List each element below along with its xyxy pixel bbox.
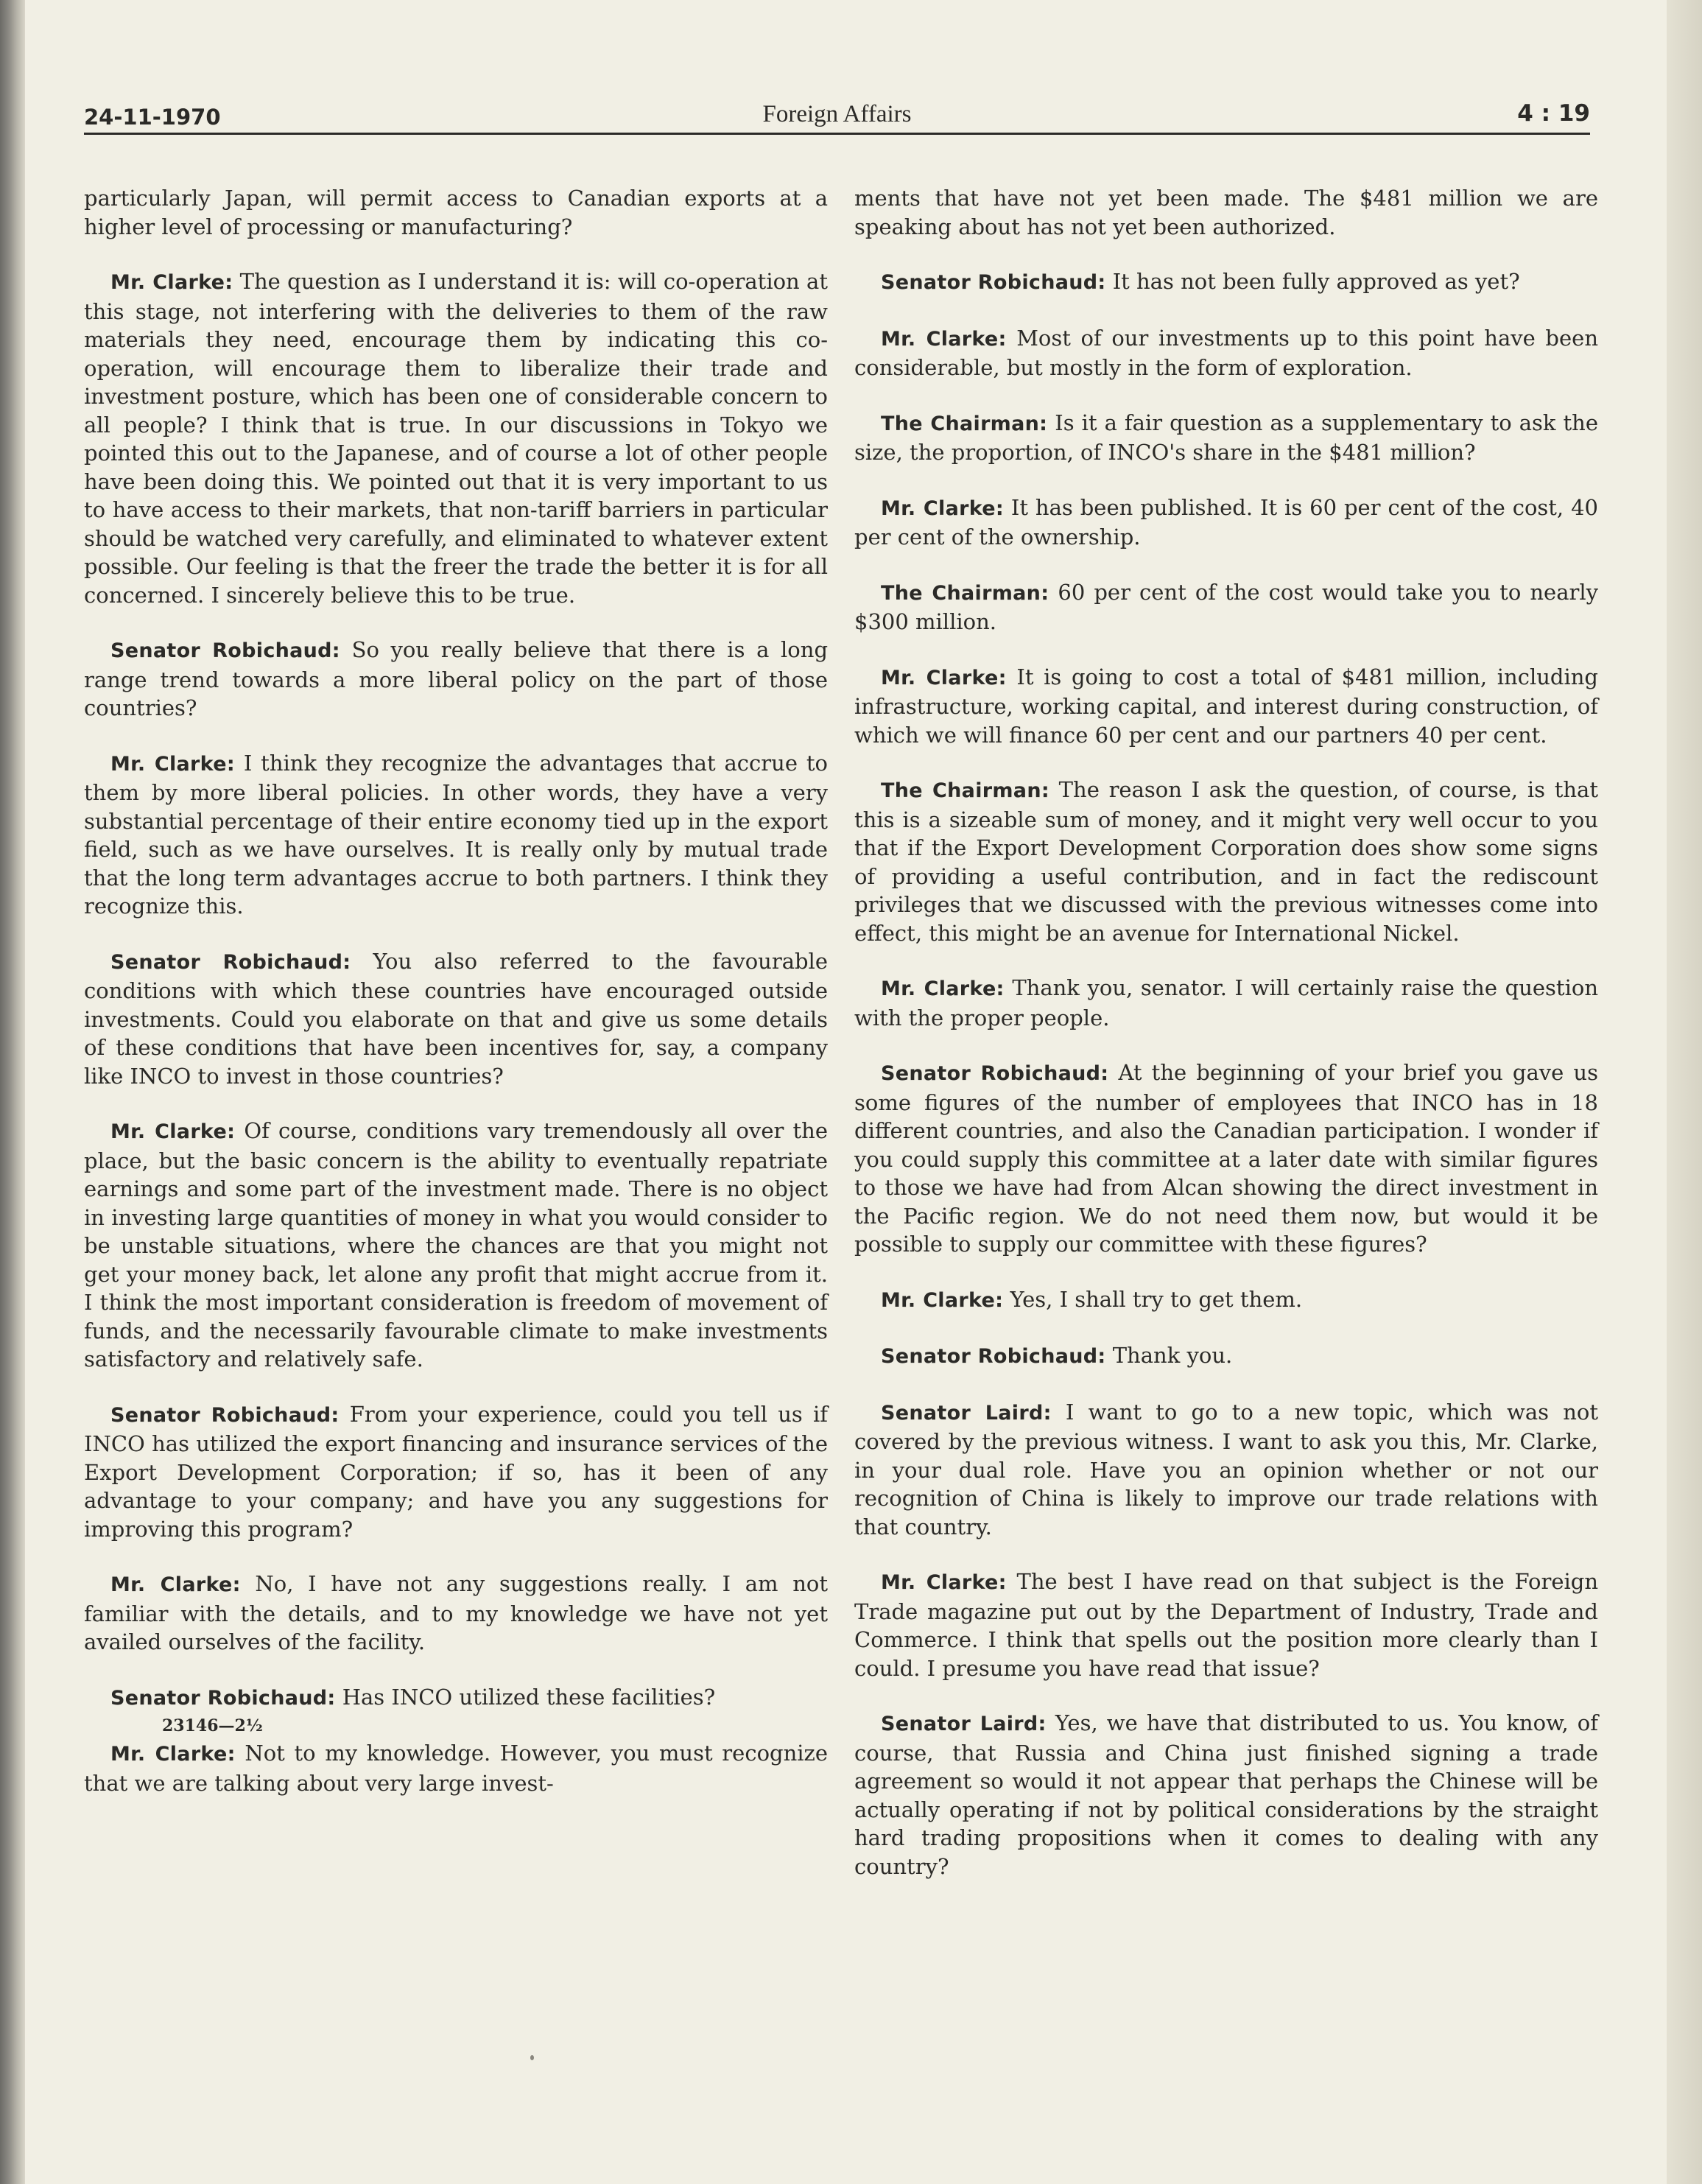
speech-text: Not to my knowledge. However, you must recognize that we are talking about very large invest- [84, 1741, 828, 1796]
speech-text: It is going to cost a total of $481 million, including infrastructure, working capital, and interest during construction, of which we will finance 60 per cent and our partners 40 per cent. [854, 664, 1598, 748]
transcript-paragraph [854, 1567, 1598, 1682]
transcript-paragraph [854, 1058, 1598, 1259]
speaker-name: Mr. Clarke: [881, 496, 1004, 520]
speaker-name: Mr. Clarke: [881, 327, 1007, 351]
speaker-name: Senator Robichaud: [881, 1062, 1109, 1085]
speech-text: The question as I understand it is: will co-operation at this stage, not interfering with the deliveries to them of the raw materials they need, encourage them by indicating this co-operation, will encourage them to liberalize their trade and investment posture, which has been one of considerable concern to all people? I think that is true. In our discussions in Tokyo we pointed this out to the Japanese, and of course a lot of other people have been doing this. We pointed out that it is very important to us to have access to their markets, that non-tariff barriers in particular should be watched very carefully, and eliminated to whatever extent possible. Our feeling is that the freer the trade the better it is for all concerned. I sincerely believe this to be true. [84, 269, 828, 608]
speaker-name: Senator Robichaud: [110, 639, 340, 662]
speech-text: Thank you. [1112, 1343, 1233, 1368]
speech-text: The best I have read on that subject is the Foreign Trade magazine put out by the Department of Industry, Trade and Commerce. I think that spells out the position more clearly than I could. I presume you have read that issue? [854, 1569, 1598, 1681]
speech-text: You also referred to the favourable conditions with which these countries have encouraged outside investments. Could you elaborate on that and give us some details of these conditions that have been incentives for, say, a company like INCO to invest in those countries? [84, 948, 828, 1089]
header-date: 24-11-1970 [84, 105, 221, 130]
speaker-name: The Chairman: [881, 581, 1049, 605]
speech-text: So you really believe that there is a long range trend towards a more liberal policy on the part of those countries? [84, 637, 829, 720]
speaker-name: Senator Robichaud: [110, 950, 351, 974]
speech-text: Thank you, senator. I will certainly raise the question with the proper people. [854, 975, 1598, 1030]
speaker-name: Mr. Clarke: [881, 1288, 1004, 1312]
transcript-paragraph [854, 324, 1598, 382]
transcript-paragraph [854, 578, 1598, 636]
transcript-paragraph [854, 1398, 1598, 1542]
transcript-paragraph [854, 184, 1598, 241]
speech-text: 60 per cent of the cost would take you to nearly $300 million. [854, 579, 1599, 634]
speech-text: The reason I ask the question, of course, is that this is a sizeable sum of money, and it might very well occur to you that if the Export Development Corporation does show some signs of providing a useful contribution, and in fact the rediscount privileges that we discussed with the previous witnesses come into effect, this might be an avenue for International Nickel. [854, 777, 1599, 946]
transcript-paragraph [84, 267, 828, 609]
page-edge-shadow [1667, 0, 1702, 2184]
header-title: Foreign Affairs [762, 101, 912, 127]
speaker-name: Senator Robichaud: [110, 1686, 336, 1710]
transcript-paragraph [84, 1739, 828, 1797]
transcript-paragraph [854, 409, 1598, 467]
right-column [854, 184, 1598, 1907]
speaker-name: The Chairman: [881, 779, 1049, 802]
speech-text: Yes, I shall try to get them. [1010, 1286, 1303, 1312]
transcript-paragraph [854, 494, 1598, 552]
speaker-name: Senator Robichaud: [110, 1403, 340, 1427]
transcript-paragraph [84, 749, 828, 921]
speaker-name: Senator Robichaud: [881, 1345, 1106, 1368]
transcript-paragraph [854, 663, 1598, 750]
speaker-name: Mr. Clarke: [110, 1120, 236, 1143]
speech-text: From your experience, could you tell us if INCO has utilized the export financing and insurance services of the Export Development Corporation; if so, has it been of any advantage to your company; and have you any suggestions for improving this program? [84, 1401, 828, 1542]
transcript-paragraph [854, 1285, 1598, 1316]
speech-text: Is it a fair question as a supplementary to ask the size, the proportion, of INCO's share in the $481 million? [854, 410, 1599, 465]
speech-text: It has not been fully approved as yet? [1112, 269, 1520, 294]
transcript-paragraph [84, 636, 828, 723]
speaker-name: Mr. Clarke: [881, 666, 1007, 689]
transcript-paragraph [854, 776, 1598, 947]
speaker-name: Mr. Clarke: [110, 752, 235, 776]
transcript-paragraph [854, 267, 1598, 298]
transcript-paragraph [854, 974, 1598, 1032]
transcript-paragraph [84, 1570, 828, 1657]
speaker-name: Mr. Clarke: [881, 1571, 1007, 1594]
speaker-name: Mr. Clarke: [110, 271, 233, 294]
speech-text: I want to go to a new topic, which was not covered by the previous witness. I want to ask you this, Mr. Clarke, in your dual role. Have you an opinion whether or not our recognition of China is likely to improve our trade relations with that country. [854, 1399, 1598, 1539]
header-page-number: 4 : 19 [1517, 100, 1590, 127]
transcript-paragraph [854, 1341, 1598, 1372]
transcript-paragraph [854, 1709, 1598, 1881]
speaker-name: Mr. Clarke: [881, 977, 1005, 1000]
speaker-name: Senator Laird: [881, 1713, 1047, 1735]
transcript-paragraph [84, 947, 828, 1091]
speech-text: I think they recognize the advantages that accrue to them by more liberal policies. In other words, they have a very substantial percentage of their entire economy tied up in the export field, such as we have ourselves. It is really only by mutual trade that the long term advantages accrue to both partners. I think they recognize this. [84, 750, 828, 919]
speaker-name: Senator Robichaud: [881, 271, 1106, 294]
speaker-name: Senator Laird: [881, 1401, 1052, 1425]
transcript-paragraph [84, 1400, 828, 1544]
speech-text: particularly Japan, will permit access to Canadian exports at a higher level of processing or manufacturing? [84, 186, 828, 239]
speech-text: ments that have not yet been made. The $481 million we are speaking about has not yet been authorized. [854, 186, 1598, 239]
speech-text: Of course, conditions vary tremendously all over the place, but the basic concern is the ability to eventually repatriate earnings and some part of the investment made. There is no object in investing large quantities of money in what you would consider to be unstable situations, where the chances are that you might not get your money back, let alone any profit that might accrue from it. I think the most important consideration is freedom of movement of funds, and the necessarily favourable climate to make investments satisfactory and relatively safe. [84, 1118, 828, 1372]
left-column [84, 184, 828, 1824]
transcript-paragraph [84, 1683, 828, 1713]
speech-text: At the beginning of your brief you gave us some figures of the number of employees that INCO has in 18 different countries, and also the Canadian participation. I wonder if you could supply this committee at a later date with similar figures to those we have had from Alcan showing the direct investment in the Pacific region. We do not need them now, but would it be possible to supply our committee with these figures? [854, 1060, 1598, 1257]
speech-text: Has INCO utilized these facilities? [342, 1684, 716, 1710]
speech-text: It has been published. It is 60 per cent of the cost, 40 per cent of the ownership. [854, 494, 1598, 549]
footer-printer-code: 23146—2½ [162, 1716, 263, 1735]
running-header [84, 97, 1590, 134]
speaker-name: Mr. Clarke: [110, 1573, 241, 1596]
speaker-name: Mr. Clarke: [110, 1743, 236, 1766]
speech-text: No, I have not any suggestions really. I am not familiar with the details, and to my knowledge we have not yet availed ourselves of the facility. [84, 1571, 828, 1654]
paper-speck [530, 2055, 534, 2060]
transcript-paragraph [84, 1117, 828, 1374]
transcript-paragraph [84, 184, 828, 241]
speaker-name: The Chairman: [881, 412, 1048, 435]
speech-text: Most of our investments up to this point have been considerable, but mostly in the form of exploration. [854, 325, 1598, 380]
book-binding-shadow [0, 0, 25, 2184]
header-rule [84, 133, 1590, 135]
speech-text: Yes, we have that distributed to us. You know, of course, that Russia and China just finished signing a trade agreement so would it not appear that perhaps the Chinese will be actually operating if not by political considerations by the straight hard trading propositions when it comes to dealing with any country? [854, 1710, 1599, 1879]
